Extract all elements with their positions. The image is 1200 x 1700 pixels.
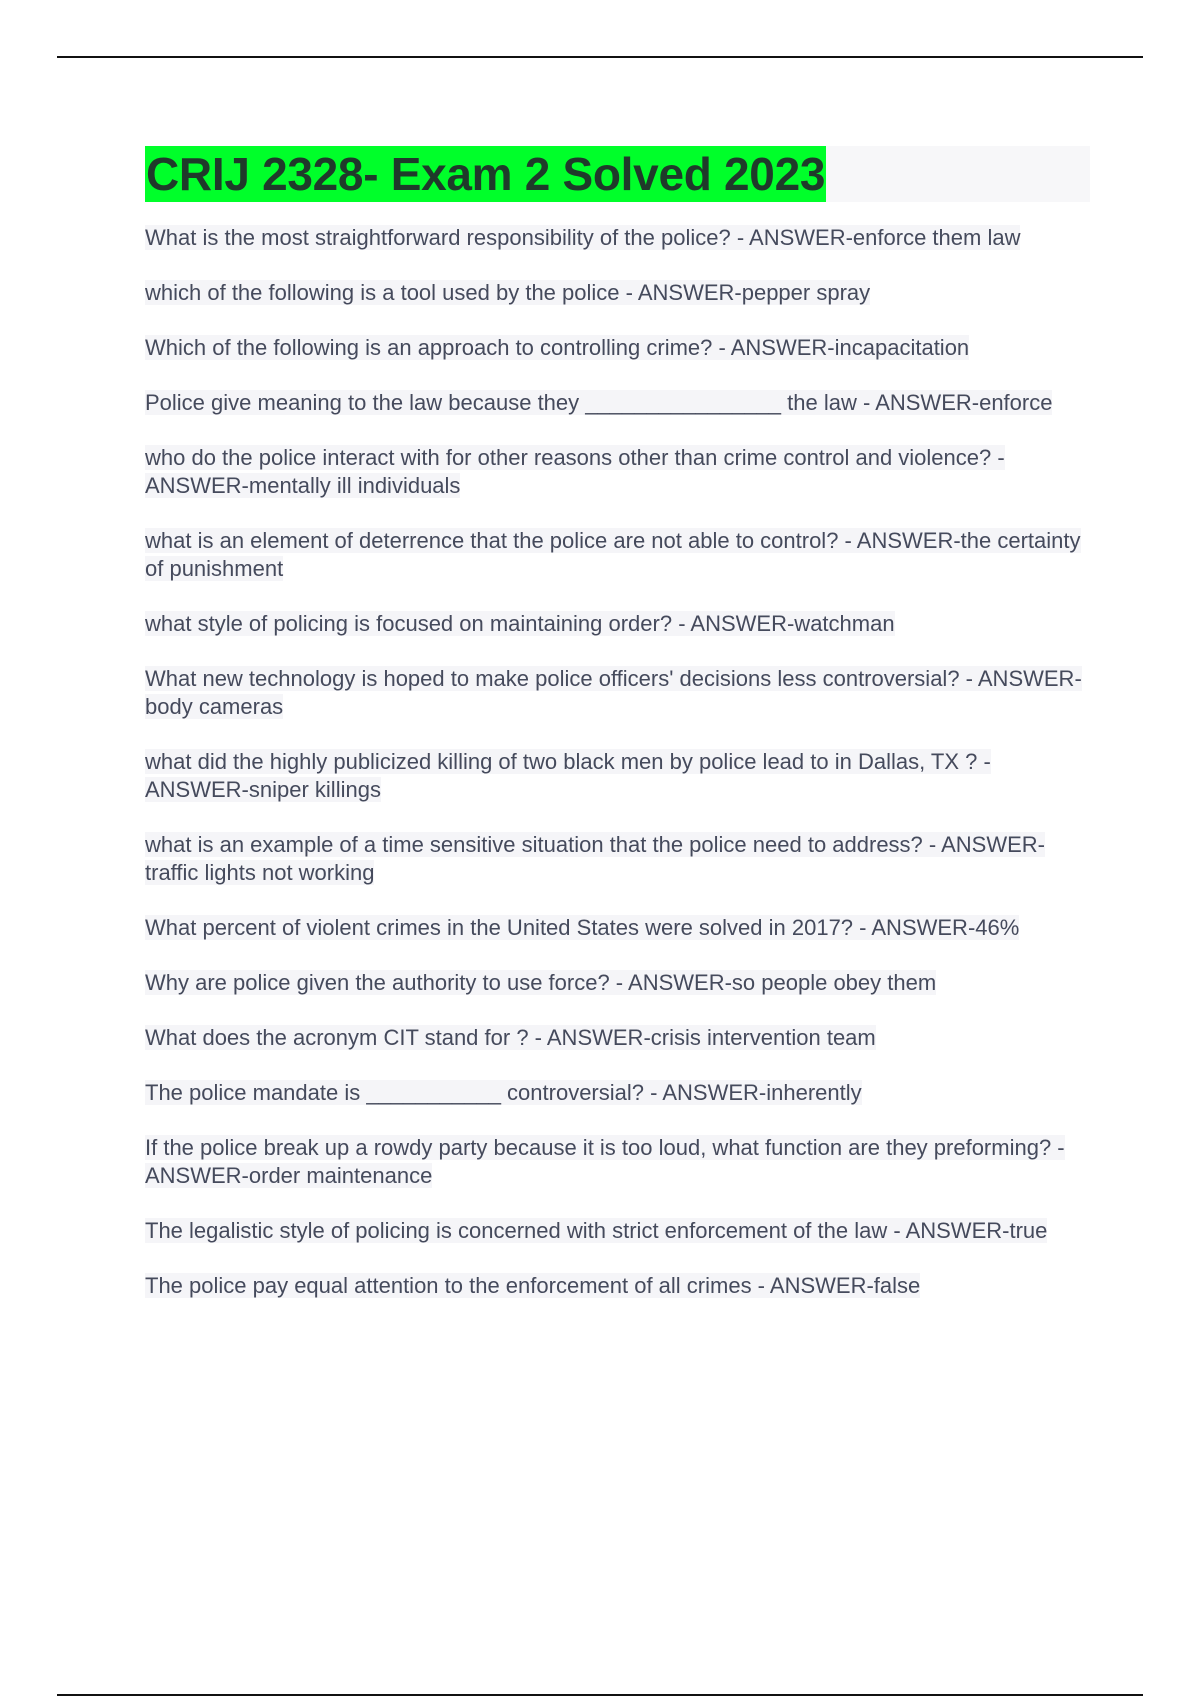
qa-text: which of the following is a tool used by the police - ANSWER-pepper spray xyxy=(145,280,871,305)
document-title: CRIJ 2328- Exam 2 Solved 2023 xyxy=(146,148,826,200)
qa-text: what did the highly publicized killing of two black men by police lead to in Dallas, TX ? - ANSWER-sniper killings xyxy=(145,749,991,802)
qa-item xyxy=(145,1024,1090,1052)
title-band xyxy=(145,146,1090,202)
qa-text: The legalistic style of policing is concerned with strict enforcement of the law - ANSWER-true xyxy=(145,1218,1048,1243)
qa-item xyxy=(145,1079,1090,1107)
qa-item xyxy=(145,610,1090,638)
qa-text: Which of the following is an approach to controlling crime? - ANSWER-incapacitation xyxy=(145,335,970,360)
qa-item xyxy=(145,748,1090,804)
qa-text: what style of policing is focused on maintaining order? - ANSWER-watchman xyxy=(145,611,895,636)
qa-text: What is the most straightforward responsibility of the police? - ANSWER-enforce them law xyxy=(145,225,1021,250)
qa-text: Police give meaning to the law because they ________________ the law - ANSWER-enforce xyxy=(145,390,1053,415)
qa-item xyxy=(145,334,1090,362)
qa-item xyxy=(145,831,1090,887)
qa-item xyxy=(145,279,1090,307)
qa-text: What percent of violent crimes in the United States were solved in 2017? - ANSWER-46% xyxy=(145,915,1020,940)
qa-text: The police mandate is ___________ controversial? - ANSWER-inherently xyxy=(145,1080,862,1105)
qa-item xyxy=(145,1217,1090,1245)
document-body xyxy=(145,146,1090,1327)
qa-item xyxy=(145,389,1090,417)
qa-item xyxy=(145,914,1090,942)
qa-item xyxy=(145,1272,1090,1300)
qa-list xyxy=(145,224,1090,1300)
qa-item xyxy=(145,527,1090,583)
qa-text: If the police break up a rowdy party because it is too loud, what function are they preforming? - ANSWER-order maintenance xyxy=(145,1135,1065,1188)
qa-text: The police pay equal attention to the enforcement of all crimes - ANSWER-false xyxy=(145,1273,921,1298)
bottom-rule xyxy=(57,1694,1143,1696)
qa-text: what is an example of a time sensitive situation that the police need to address? - ANSWER-traffic lights not working xyxy=(145,832,1046,885)
qa-item xyxy=(145,969,1090,997)
qa-text: What does the acronym CIT stand for ? - ANSWER-crisis intervention team xyxy=(145,1025,876,1050)
qa-item xyxy=(145,444,1090,500)
qa-text: who do the police interact with for other reasons other than crime control and violence? - ANSWER-mentally ill individuals xyxy=(145,445,1005,498)
qa-item xyxy=(145,224,1090,252)
top-rule xyxy=(57,56,1143,58)
qa-text: Why are police given the authority to use force? - ANSWER-so people obey them xyxy=(145,970,937,995)
qa-text: what is an element of deterrence that the police are not able to control? - ANSWER-the certainty of punishment xyxy=(145,528,1081,581)
qa-item xyxy=(145,1134,1090,1190)
qa-item xyxy=(145,665,1090,721)
qa-text: What new technology is hoped to make police officers' decisions less controversial? - ANSWER-body cameras xyxy=(145,666,1082,719)
